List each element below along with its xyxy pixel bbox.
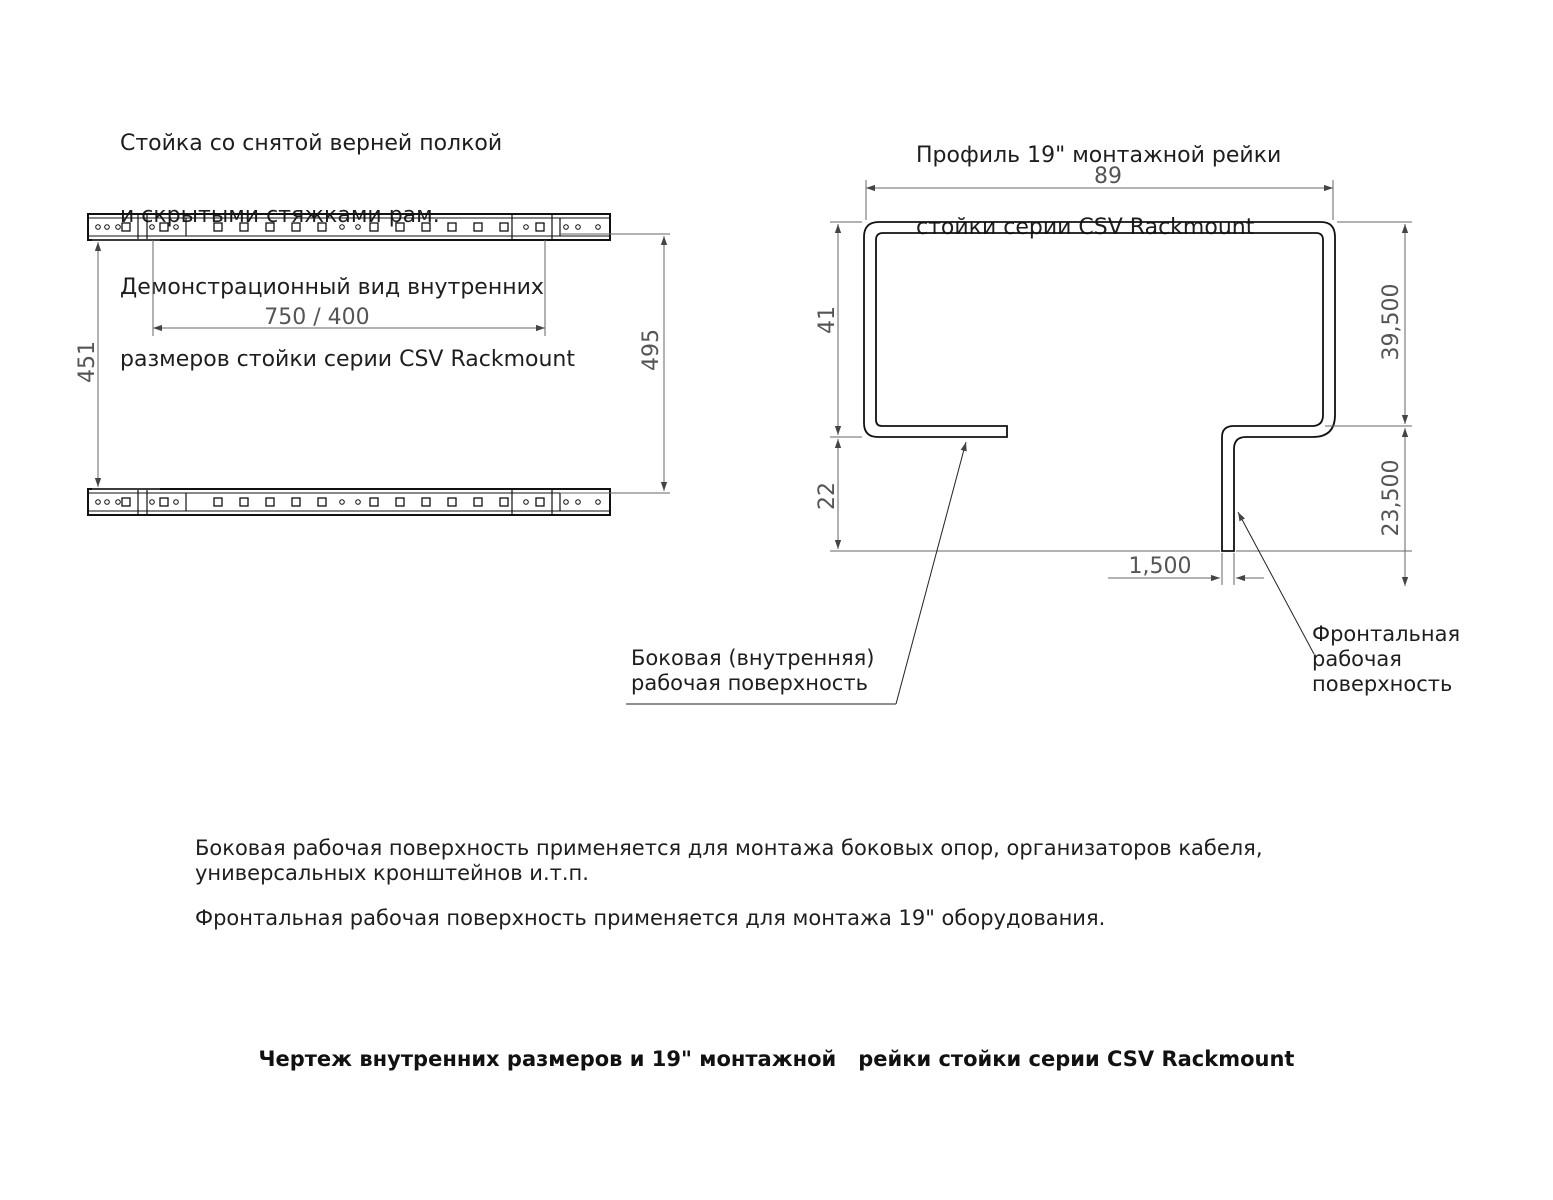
rail-hole-square	[474, 498, 482, 506]
rail-hole-round	[356, 500, 361, 505]
rail-hole-square	[318, 223, 326, 231]
rail-hole-round	[564, 225, 569, 230]
rack-caption-line-3: Демонстрационный вид внутренних	[120, 275, 544, 300]
front-surface-note	[195, 906, 1105, 931]
rail-hole-square	[500, 498, 508, 506]
rack-top-view	[75, 214, 670, 515]
rail-hole-round	[105, 500, 110, 505]
rail-hole-square	[266, 223, 274, 231]
rack-caption-line-2: и скрытыми стяжками рам.	[120, 203, 440, 228]
rail-hole-round	[105, 225, 110, 230]
side-surface-note	[195, 836, 1263, 886]
rail-hole-round	[96, 500, 101, 505]
dim-profile-right-upper-label: 39,500	[1379, 283, 1404, 361]
rail-hole-round	[576, 225, 581, 230]
rail-hole-square	[396, 498, 404, 506]
rail-hole-round	[576, 500, 581, 505]
profile-caption-line-1: Профиль 19" монтажной рейки	[916, 143, 1282, 168]
rail-hole-round	[524, 225, 529, 230]
dim-profile-lower-height	[830, 439, 1220, 551]
rail-hole-round	[96, 225, 101, 230]
rail-hole-square	[448, 498, 456, 506]
rail-hole-round	[150, 500, 155, 505]
rack-rail-bottom-holes	[96, 498, 601, 506]
rail-hole-square	[160, 223, 168, 231]
rack-rail-top	[88, 214, 610, 240]
rail-hole-round	[524, 500, 529, 505]
rail-hole-round	[564, 500, 569, 505]
dim-profile-width-label: 89	[1094, 164, 1122, 189]
side-surface-label-line-2: рабочая поверхность	[631, 671, 868, 695]
rail-hole-square	[266, 498, 274, 506]
dim-outer-depth-label: 495	[639, 329, 664, 371]
rail-hole-square	[396, 223, 404, 231]
rail-hole-round	[356, 225, 361, 230]
rail-hole-round	[150, 225, 155, 230]
rail-hole-square	[292, 498, 300, 506]
front-surface-label-line-2: рабочая	[1312, 647, 1402, 671]
profile-caption-line-2: стойки серии CSV Rackmount	[916, 215, 1255, 240]
rail-hole-square	[474, 223, 482, 231]
rail-hole-square	[214, 498, 222, 506]
rack-rail-bottom	[88, 489, 610, 515]
rail-hole-round	[174, 225, 179, 230]
rail-hole-square	[160, 498, 168, 506]
side-surface-note-line-2: универсальных кронштейнов и.т.п.	[195, 861, 589, 885]
rail-hole-square	[292, 223, 300, 231]
rail-hole-square	[240, 223, 248, 231]
dim-profile-lower-height-label: 22	[815, 482, 840, 510]
front-surface-label-line-1: Фронтальная	[1312, 622, 1461, 646]
rail-hole-square	[536, 498, 544, 506]
rail-hole-round	[340, 225, 345, 230]
dim-profile-right-lower-label: 23,500	[1379, 459, 1404, 537]
rail-hole-round	[174, 500, 179, 505]
front-surface-note-text: Фронтальная рабочая поверхность применяется для монтажа 19" оборудования.	[195, 906, 1106, 930]
rail-hole-square	[214, 223, 222, 231]
rack-caption-line-4: размеров стойки серии CSV Rackmount	[120, 347, 575, 372]
rail-hole-square	[422, 498, 430, 506]
rail-hole-square	[240, 498, 248, 506]
rail-hole-square	[122, 223, 130, 231]
rack-caption-line-1: Стойка со снятой верней полкой	[120, 131, 503, 156]
rail-hole-round	[340, 500, 345, 505]
front-surface-label	[1312, 622, 1460, 697]
side-surface-label	[631, 646, 874, 696]
rail-profile	[864, 222, 1335, 551]
dim-profile-upper-height-label: 41	[815, 306, 840, 334]
rail-hole-round	[596, 500, 601, 505]
rack-rail-top-holes	[96, 223, 601, 231]
front-surface-label-line-3: поверхность	[1312, 672, 1453, 696]
dim-profile-thickness-label: 1,500	[1128, 554, 1192, 579]
side-surface-label-line-1: Боковая (внутренняя)	[631, 646, 875, 670]
dim-inner-width-label: 750 / 400	[264, 305, 370, 330]
rail-hole-square	[318, 498, 326, 506]
dim-inner-depth	[92, 240, 160, 489]
rail-hole-round	[116, 500, 121, 505]
front-surface-leader	[1238, 512, 1314, 654]
rail-hole-square	[122, 498, 130, 506]
rail-hole-square	[422, 223, 430, 231]
drawing-title: Чертеж внутренних размеров и 19" монтажной рейки стойки серии CSV Rackmount	[258, 1047, 1295, 1071]
side-surface-note-line-1: Боковая рабочая поверхность применяется для монтажа боковых опор, организаторов кабеля,	[195, 836, 1263, 860]
rail-hole-square	[370, 223, 378, 231]
rail-hole-square	[370, 498, 378, 506]
dim-inner-depth-label: 451	[75, 341, 100, 383]
rail-hole-round	[116, 225, 121, 230]
rail-hole-round	[596, 225, 601, 230]
rail-hole-square	[448, 223, 456, 231]
rail-hole-square	[500, 223, 508, 231]
rail-hole-square	[536, 223, 544, 231]
